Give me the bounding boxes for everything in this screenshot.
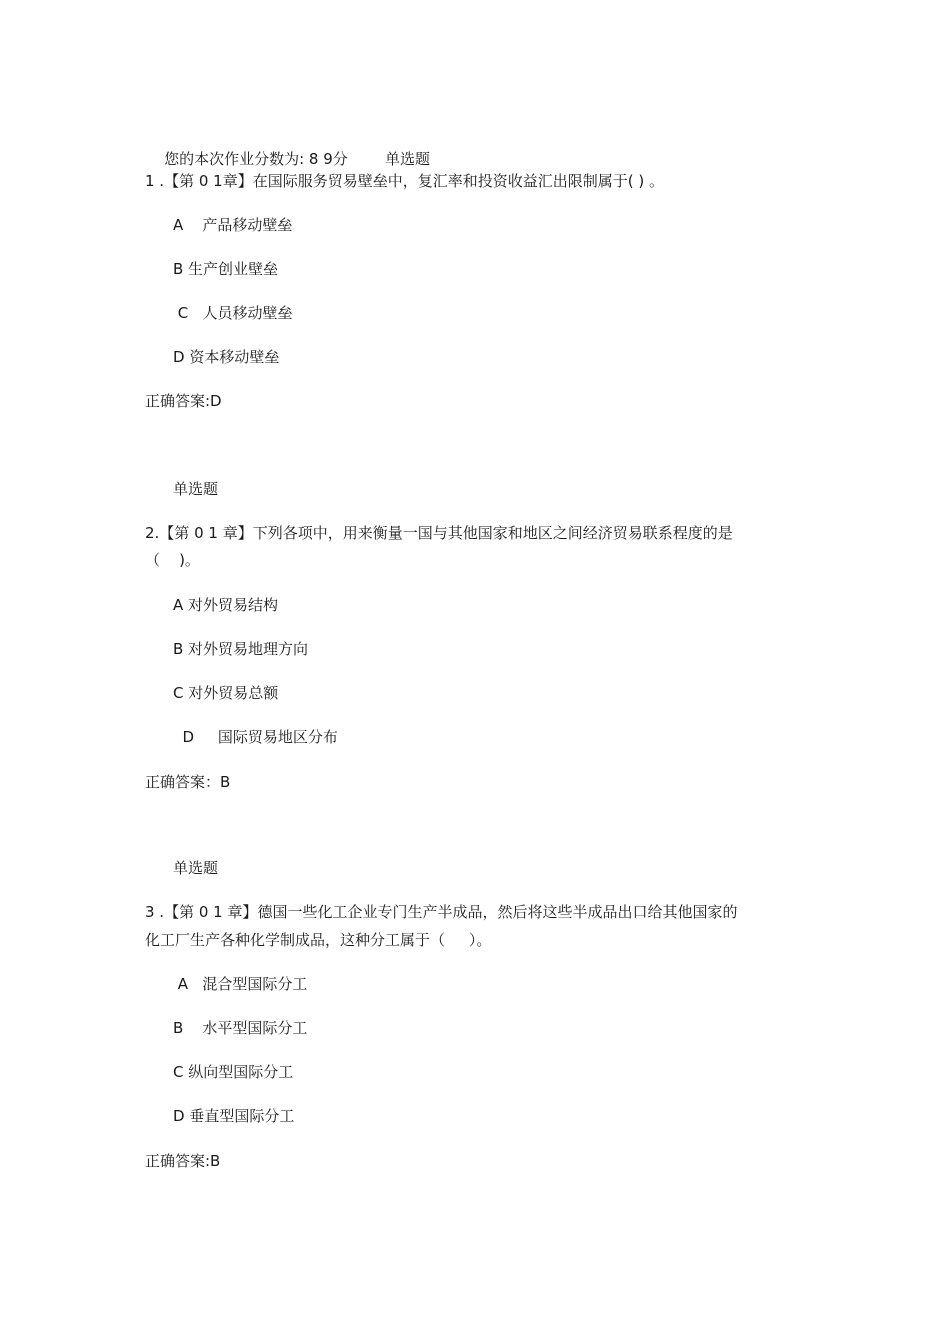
question-type-label: 单选题 [173,480,219,498]
correct-answer: 正确答案:D [145,392,222,410]
option-a: A 混合型国际分工 [173,975,308,993]
option-d: D 垂直型国际分工 [173,1107,295,1125]
question-text-continued: 化工厂生产各种化学制成品，这种分工属于（ ）。 [145,931,492,949]
question-text: 2.【第 0 1 章】下列各项中，用来衡量一国与其他国家和地区之间经济贸易联系程度的是 [145,524,733,542]
option-b: B 水平型国际分工 [173,1019,308,1037]
question-text-continued: （ )。 [145,551,200,569]
option-d: D 国际贸易地区分布 [173,728,338,746]
option-c: C 对外贸易总额 [173,684,279,702]
option-a: A 对外贸易结构 [173,596,279,614]
correct-answer: 正确答案:B [145,1152,221,1170]
option-d: D 资本移动壁垒 [173,348,280,366]
option-b: B 生产创业壁垒 [173,260,279,278]
question-type-label: 单选题 [173,859,219,877]
option-b: B 对外贸易地理方向 [173,640,309,658]
option-c: C 人员移动壁垒 [173,304,293,322]
question-type-label: 单选题 [385,150,431,168]
option-c: C 纵向型国际分工 [173,1063,294,1081]
question-text: 1 .【第 0 1章】在国际服务贸易壁垒中，复汇率和投资收益汇出限制属于( ) 。 [145,172,664,190]
question-text: 3 .【第 0 1 章】德国一些化工企业专门生产半成品，然后将这些半成品出口给其他国家的 [145,903,738,921]
score-text: 您的本次作业分数为: 8 9分 [164,150,348,168]
option-a: A 产品移动壁垒 [173,216,293,234]
correct-answer: 正确答案：B [145,773,231,791]
